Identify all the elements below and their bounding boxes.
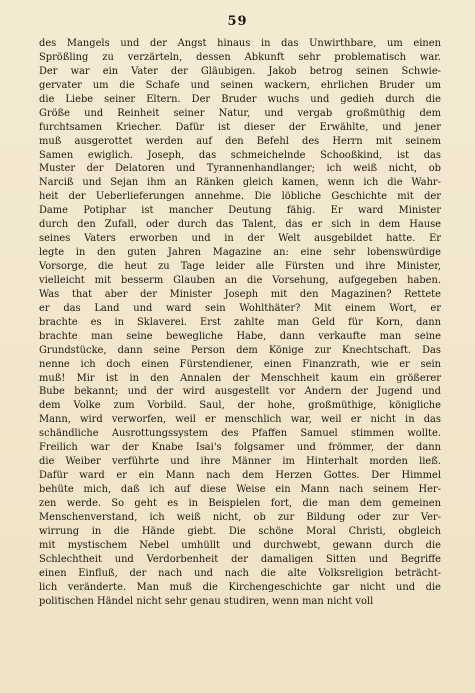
text-line: Dame Potiphar ist mancher Deutung fähig. Er ward Minister bbox=[39, 205, 441, 217]
text-line: gervater um die Schafe und seinen wackern, ehrlichen Bruder um bbox=[39, 79, 441, 91]
text-line: durch den Zufall, oder durch das Talent, das er sich in dem Hause bbox=[39, 219, 441, 231]
text-line: behüte mich, daß ich auf diese Weise ein Mann nach seinem Her- bbox=[39, 484, 441, 495]
text-line: Sprößling zu verzärteln, dessen Abkunft sehr problematisch war. bbox=[39, 51, 441, 63]
text-line: Samen ewiglich. Joseph, das schmeichelnde Schooßkind, ist das bbox=[39, 149, 441, 161]
text-line: Freilich war der Knabe Isai's folgsamer und frömmer, der dann bbox=[39, 442, 441, 454]
text-line: muß! Mir ist in den Annalen der Menschheit kaum ein größerer bbox=[39, 372, 441, 384]
text-line: Muster der Delatoren und Tyrannenhandlanger; ich weiß nicht, ob bbox=[39, 163, 441, 175]
text-line: die Weiber verführte und ihre Männer im Hinterhalt morden ließ. bbox=[39, 456, 441, 468]
text-line: wirrung in die Hände giebt. Die schöne Moral Christi, obgleich bbox=[39, 525, 441, 537]
text-line: zen werde. So geht es in Beispielen fort, die man dem gemeinen bbox=[39, 497, 441, 509]
text-line: politischen Händel nicht sehr genau studiren, wenn man nicht voll bbox=[39, 595, 374, 607]
text-line: furchtsamen Kriecher. Dafür ist dieser der Erwählte, und jener bbox=[39, 121, 441, 133]
text-line: lich veränderte. Man muß die Kirchengeschichte gar nicht und die bbox=[39, 581, 441, 593]
text-line: Menschenverstand, ich weiß nicht, ob zur Bildung oder zur Ver- bbox=[39, 511, 441, 523]
text-line: nenne ich doch einen Fürstendiener, einen Finanzrath, wie er sein bbox=[39, 358, 441, 370]
page-number: 59 bbox=[227, 14, 248, 29]
text-line: Dafür ward er ein Mann nach dem Herzen Gottes. Der Himmel bbox=[39, 470, 441, 482]
text-line: Was that aber der Minister Joseph mit den Magazinen? Rettete bbox=[39, 288, 441, 300]
text-line: Größe und Reinheit seiner Natur, und vergab großmüthig dem bbox=[39, 107, 441, 119]
text-line: Grundstücke, dann seine Person dem Könige zur Knechtschaft. Das bbox=[39, 344, 441, 356]
text-line: seines Vaters erworben und in der Welt ausgebildet hatte. Er bbox=[39, 233, 441, 245]
text-line: brachte es in Sklaverei. Erst zahlte man Geld für Korn, dann bbox=[39, 316, 441, 328]
text-line: mit mystischem Nebel umhüllt und durchwebt, gewann durch die bbox=[39, 539, 441, 551]
text-line: schändliche Ausrottungssystem des Pfaffen Samuel stimmen wollte. bbox=[39, 428, 441, 440]
text-line: die Liebe seiner Eltern. Der Bruder wuchs und gedieh durch die bbox=[39, 93, 441, 105]
text-line: einen Einfluß, der nach und nach die alte Volksreligion beträcht- bbox=[39, 567, 441, 579]
text-line: vielleicht mit besserm Glauben an die Vorsehung, aufgegeben haben. bbox=[39, 274, 441, 286]
text-line: er das Land und ward sein Wohlthäter? Mit einem Wort, er bbox=[39, 302, 441, 314]
text-line: Der war ein Vater der Gläubigen. Jakob betrog seinen Schwie- bbox=[39, 65, 441, 77]
text-line: Narciß und Sejan ihm an Ränken gleich kamen, wenn ich die Wahr- bbox=[39, 177, 441, 189]
text-line: muß ausgerottet werden auf den Befehl des Herrn mit seinem bbox=[39, 135, 441, 147]
text-line: heit der Ueberlieferungen annehme. Die löbliche Geschichte mit der bbox=[39, 191, 441, 203]
body-text bbox=[39, 37, 441, 608]
text-line: Mann, wird verworfen, weil er menschlich war, weil er nicht in das bbox=[39, 414, 441, 426]
text-line: brachte man seine bewegliche Habe, dann verkaufte man seine bbox=[39, 330, 441, 342]
text-line: Schlechtheit und Verdorbenheit der damaligen Sitten und Begriffe bbox=[39, 553, 441, 565]
text-line: legte in den guten Jahren Magazine an: eine sehr lobenswürdige bbox=[39, 247, 441, 259]
text-line: Vorsorge, die heut zu Tage leider alle Fürsten und ihre Minister, bbox=[39, 261, 441, 272]
text-line: Bube bekannt; und der wird ausgestellt vor Andern der Jugend und bbox=[39, 386, 441, 398]
text-line: des Mangels und der Angst hinaus in das Unwirthbare, um einen bbox=[39, 38, 441, 49]
text-line: dem Volke zum Vorbild. Saul, der hohe, großmüthige, königliche bbox=[39, 400, 441, 412]
